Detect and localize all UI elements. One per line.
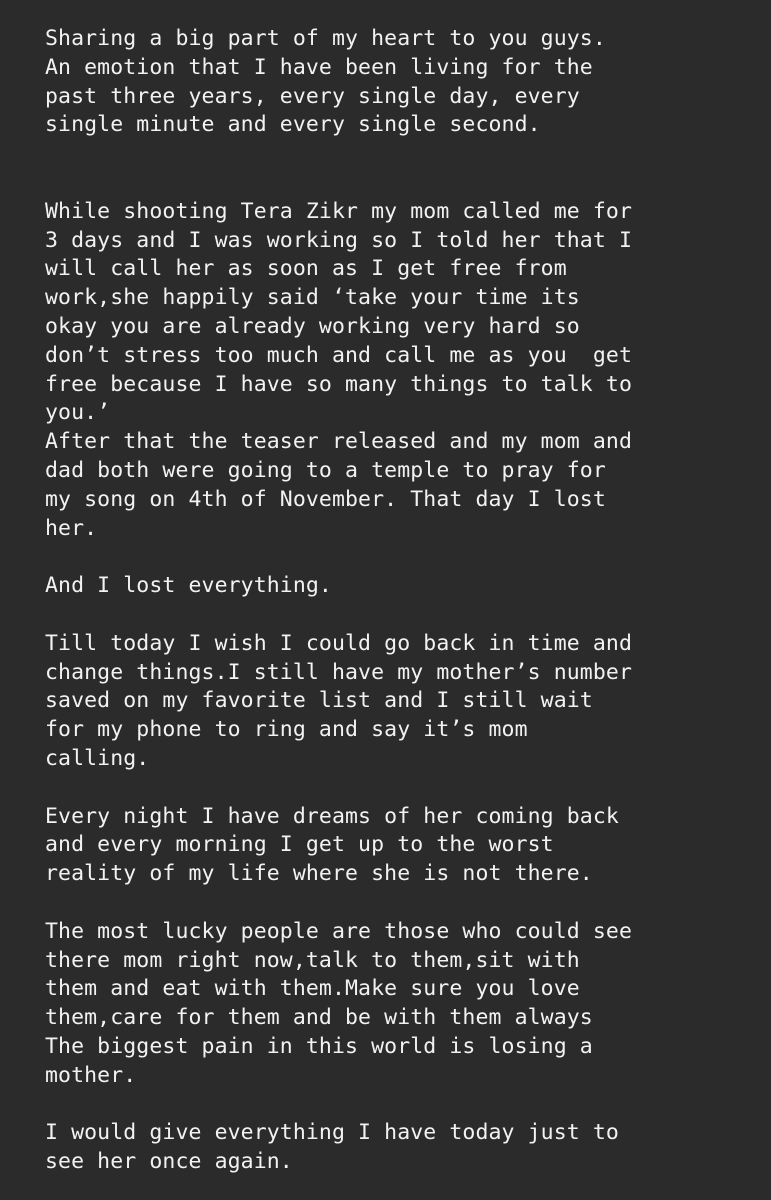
note-text-line: Till today I wish I could go back in time and <box>45 630 632 656</box>
note-text-line <box>45 543 771 572</box>
note-text-line: 3 days and I was working so I told her that I <box>45 227 632 253</box>
note-text-line: them and eat with them.Make sure you love <box>45 976 580 1002</box>
note-text-line: don’t stress too much and call me as you get <box>45 342 632 368</box>
note-text-line <box>45 601 771 630</box>
note-text-line: okay you are already working very hard so <box>45 313 580 339</box>
note-text-line: While shooting Tera Zikr my mom called me for <box>45 198 632 224</box>
note-text-line: for my phone to ring and say it’s mom <box>45 717 528 743</box>
note-text-line: see her once again. <box>45 1149 293 1175</box>
note-text-line: And I lost everything. <box>45 573 332 599</box>
note-text-line: saved on my favorite list and I still wait <box>45 688 593 714</box>
note-text-line: dad both were going to a temple to pray for <box>45 457 606 483</box>
note-text-line: Sharing a big part of my heart to you guys. <box>45 26 606 51</box>
note-text-line: her. <box>45 515 98 541</box>
note-text-line: The biggest pain in this world is losing a <box>45 1033 593 1059</box>
note-text-line: will call her as soon as I get free from <box>45 256 567 282</box>
note-text-line: past three years, every single day, every <box>45 83 580 109</box>
note-text-line: reality of my life where she is not there. <box>45 861 593 887</box>
note-text-line: mother. <box>45 1062 137 1088</box>
note-text-line: An emotion that I have been living for the <box>45 54 593 80</box>
note-text-line <box>45 774 771 803</box>
note-text-line: The most lucky people are those who could see <box>45 918 632 944</box>
note-text-line: calling. <box>45 745 150 771</box>
note-text-line: single minute and every single second. <box>45 112 541 138</box>
note-text-line <box>45 1090 771 1119</box>
note-text-line: my song on 4th of November. That day I lost <box>45 486 606 512</box>
note-text-line: work,she happily said ‘take your time its <box>45 285 580 311</box>
note-text-line: and every morning I get up to the worst <box>45 832 554 858</box>
note-text-line <box>45 169 771 198</box>
note-text-line: Every night I have dreams of her coming back <box>45 803 619 829</box>
note-text-line: them,care for them and be with them always <box>45 1005 593 1031</box>
note-text-line: After that the teaser released and my mom and <box>45 429 632 455</box>
note-text-line: I would give everything I have today just to <box>45 1120 619 1146</box>
note-text-line: there mom right now,talk to them,sit with <box>45 947 580 973</box>
note-text-line <box>45 889 771 918</box>
note-text-line <box>45 140 771 169</box>
note-text-line: you.’ <box>45 400 111 426</box>
note-text-line: change things.I still have my mother’s number <box>45 659 632 685</box>
note-body <box>45 25 771 1177</box>
note-text-line: free because I have so many things to talk to <box>45 371 632 397</box>
